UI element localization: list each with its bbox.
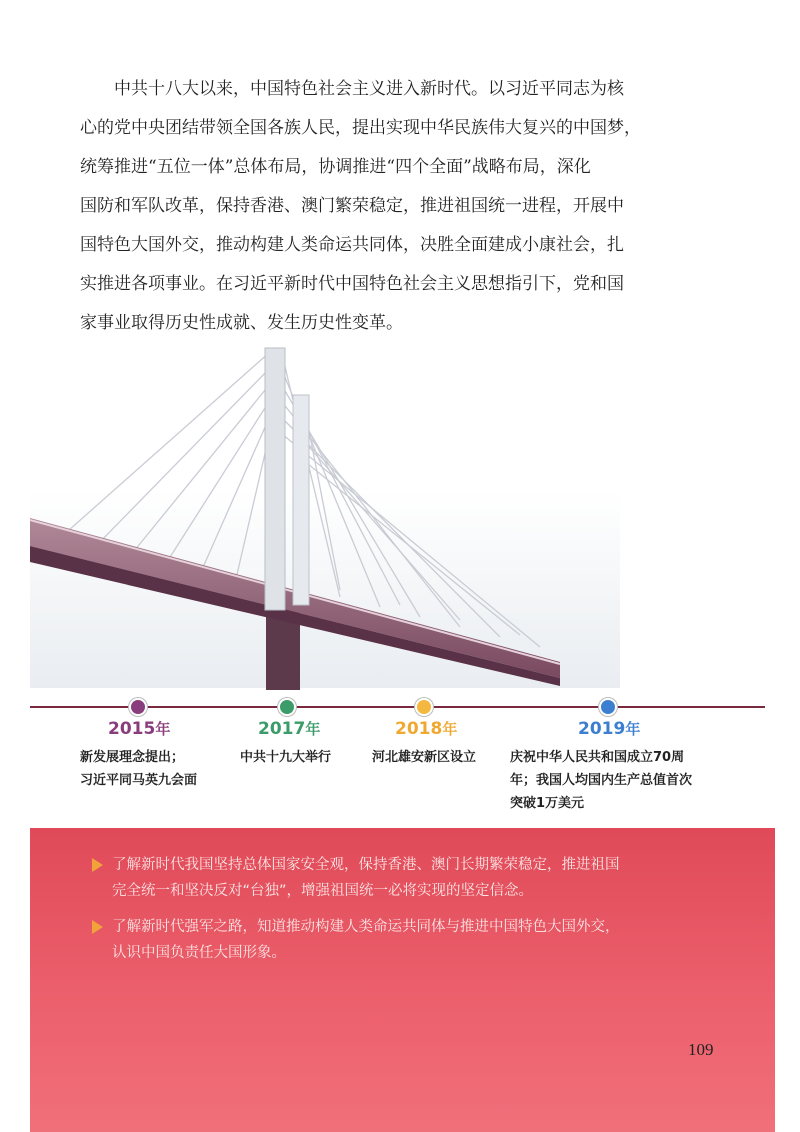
intro-line: 心的党中央团结带领全国各族人民，提出实现中华民族伟大复兴的中国梦， bbox=[80, 118, 641, 138]
year-suffix: 年 bbox=[625, 720, 641, 738]
timeline-node-2019 bbox=[599, 698, 617, 716]
event-line: 突破1万美元 bbox=[510, 796, 585, 811]
timeline-event-2018 bbox=[372, 746, 476, 769]
year-text: 2019 bbox=[578, 719, 626, 739]
year-text: 2017 bbox=[258, 719, 306, 739]
event-line: 中共十九大举行 bbox=[240, 750, 332, 765]
year-suffix: 年 bbox=[442, 720, 458, 738]
goal-line: 了解新时代我国坚持总体国家安全观，保持香港、澳门长期繁荣稳定，推进祖国 bbox=[112, 857, 620, 873]
timeline-node-2018 bbox=[415, 698, 433, 716]
intro-line: 国防和军队改革，保持香港、澳门繁荣稳定，推进祖国统一进程，开展中 bbox=[80, 196, 624, 216]
year-suffix: 年 bbox=[155, 720, 171, 738]
event-line: 庆祝中华人民共和国成立70周 bbox=[510, 750, 685, 765]
learning-goal bbox=[112, 914, 752, 966]
timeline-node-2015 bbox=[129, 698, 147, 716]
intro-line: 统筹推进“五位一体”总体布局，协调推进“四个全面”战略布局，深化 bbox=[80, 157, 591, 177]
year-text: 2018 bbox=[395, 719, 443, 739]
triangle-bullet-icon bbox=[92, 858, 103, 872]
timeline-node-2017 bbox=[278, 698, 296, 716]
timeline-year-2018 bbox=[395, 718, 457, 739]
triangle-bullet-icon bbox=[92, 920, 103, 934]
intro-line: 中共十八大以来，中国特色社会主义进入新时代。以习近平同志为核 bbox=[114, 79, 624, 99]
intro-line: 国特色大国外交，推动构建人类命运共同体，决胜全面建成小康社会，扎 bbox=[80, 235, 624, 255]
learning-goals-box bbox=[30, 828, 775, 1132]
timeline-year-2015 bbox=[108, 718, 170, 739]
timeline-event-2015 bbox=[80, 746, 197, 792]
intro-line: 实推进各项事业。在习近平新时代中国特色社会主义思想指引下，党和国 bbox=[80, 274, 624, 294]
goal-line: 了解新时代强军之路，知道推动构建人类命运共同体与推进中国特色大国外交， bbox=[112, 919, 620, 935]
timeline-year-2019 bbox=[578, 718, 640, 739]
goal-line: 完全统一和坚决反对“台独”，增强祖国统一必将实现的坚定信念。 bbox=[112, 883, 534, 899]
goal-line: 认识中国负责任大国形象。 bbox=[112, 945, 286, 961]
event-line: 年；我国人均国内生产总值首次 bbox=[510, 773, 693, 788]
event-line: 习近平同马英九会面 bbox=[80, 773, 198, 788]
page-number: 109 bbox=[688, 1040, 714, 1059]
bridge-tower bbox=[265, 348, 285, 610]
timeline bbox=[0, 690, 800, 830]
bridge-illustration bbox=[0, 340, 620, 690]
timeline-event-2017 bbox=[240, 746, 331, 769]
intro-line: 家事业取得历史性成就、发生历史性变革。 bbox=[80, 313, 403, 333]
timeline-event-2019 bbox=[510, 746, 692, 815]
event-line: 河北雄安新区设立 bbox=[372, 750, 477, 765]
event-line: 新发展理念提出； bbox=[80, 750, 185, 765]
intro-paragraph bbox=[80, 70, 720, 343]
year-text: 2015 bbox=[108, 719, 156, 739]
learning-goal bbox=[112, 852, 752, 904]
bridge-tower bbox=[293, 395, 309, 605]
timeline-year-2017 bbox=[258, 718, 320, 739]
year-suffix: 年 bbox=[305, 720, 321, 738]
